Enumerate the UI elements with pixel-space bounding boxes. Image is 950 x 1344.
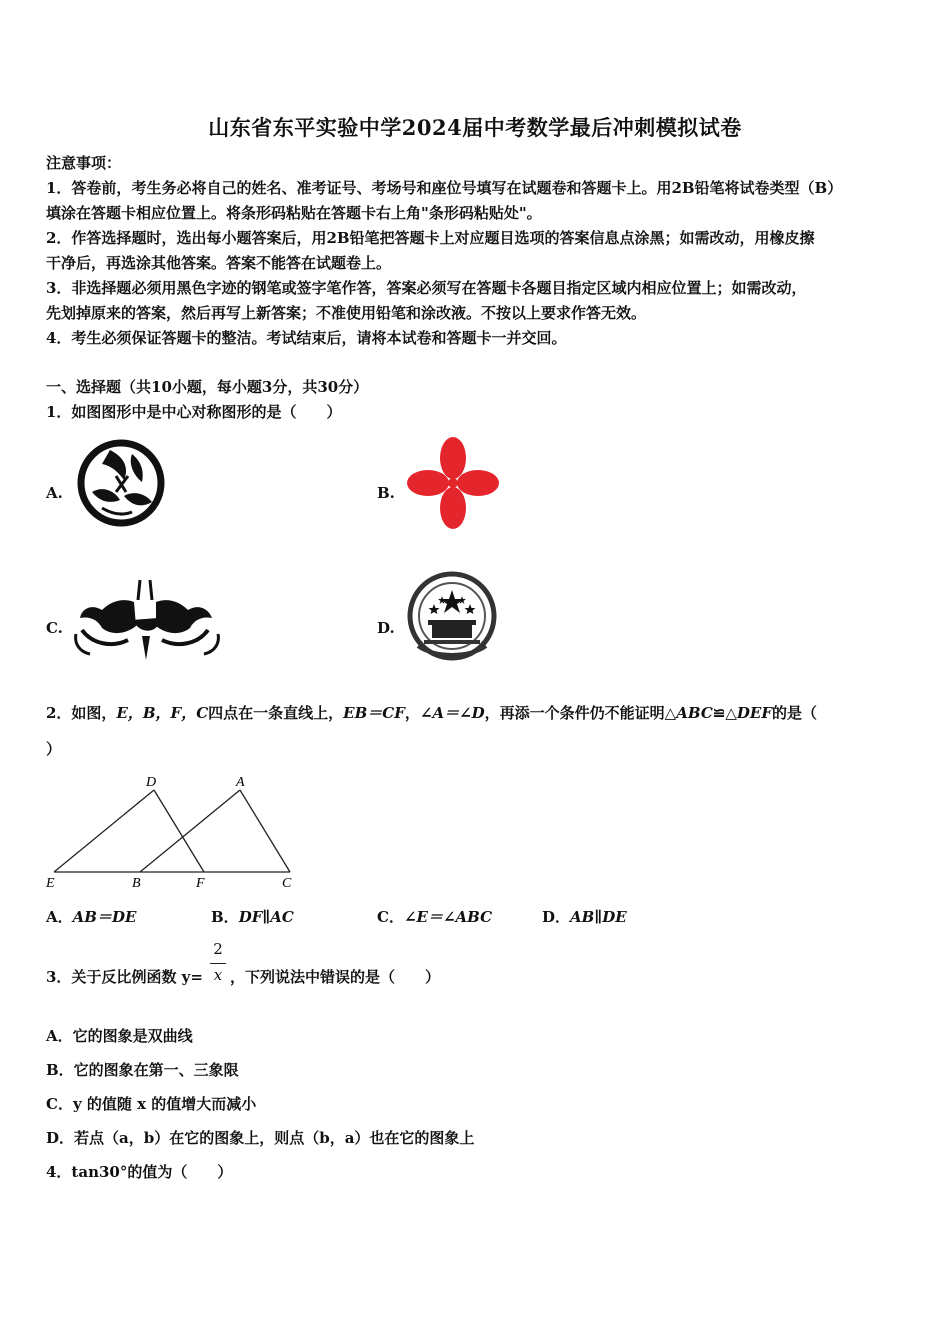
note-line: 干净后，再选涂其他答案。答案不能答在试题卷上。 xyxy=(46,254,392,272)
q1-option-c-label: C. xyxy=(46,619,63,637)
question-2-stem xyxy=(46,702,916,723)
question-1-stem: 1．如图图形中是中心对称图形的是（ ） xyxy=(46,403,342,421)
option-letter: A． xyxy=(46,908,73,926)
q2-text: ，再添一个条件仍不能证明△ xyxy=(484,704,677,722)
question-2-close-paren: ） xyxy=(46,740,62,758)
notes-heading: 注意事项： xyxy=(46,154,122,172)
q3-option-b: B．它的图象在第一、三象限 xyxy=(46,1061,239,1079)
q1-option-a-label: A. xyxy=(46,484,63,502)
q2-option-d xyxy=(542,906,702,927)
q2-option-b xyxy=(211,906,371,927)
option-letter: B． xyxy=(211,908,239,926)
q3-option-c: C．y 的值随 x 的值增大而减小 xyxy=(46,1095,257,1113)
q3-option-a: A．它的图象是双曲线 xyxy=(46,1027,193,1045)
q2-triangle-def: DEF xyxy=(736,704,772,722)
q2-option-a xyxy=(46,906,206,927)
q2-text: ≌△ xyxy=(712,704,737,722)
q2-text: ， xyxy=(404,704,420,722)
note-line: 3．非选择题必须用黑色字迹的钢笔或签字笔作答，答案必须写在答题卡各题目指定区域内相应位置上；如需改动， xyxy=(46,279,807,297)
note-line: 4．考生必须保证答题卡的整洁。考试结束后，请将本试卷和答题卡一并交回。 xyxy=(46,329,567,347)
page-title: 山东省东平实验中学2024届中考数学最后冲刺模拟试卷 xyxy=(208,115,742,140)
q2-triangle-abc: ABC xyxy=(676,704,713,722)
q1-option-b-label: B. xyxy=(377,484,395,502)
q2-condition-eb-cf: EB＝CF xyxy=(343,704,405,722)
fraction-denominator: x xyxy=(213,966,223,984)
q2-points: E，B，F，C xyxy=(116,704,209,722)
note-line: 填涂在答题卡相应位置上。将条形码粘贴在答题卡右上角"条形码粘贴处"。 xyxy=(46,204,542,222)
label-c: C xyxy=(282,876,292,891)
q2-text: 四点在一条直线上， xyxy=(208,704,344,722)
question-3-stem-end: ，下列说法中错误的是（ ） xyxy=(230,968,441,986)
option-text: AB＝DE xyxy=(72,908,137,926)
q2-text: 的是（ xyxy=(771,704,817,722)
label-a: A xyxy=(236,775,245,790)
q2-option-c xyxy=(377,906,537,927)
label-b: B xyxy=(132,876,141,891)
fraction-numerator: 2 xyxy=(213,940,223,958)
question-4-stem: 4．tan30°的值为（ ） xyxy=(46,1163,233,1181)
fraction-bar xyxy=(210,963,226,964)
q2-condition-angles: ∠A＝∠D xyxy=(419,704,485,722)
note-line: 2．作答选择题时，选出每小题答案后，用2B铅笔把答题卡上对应题目选项的答案信息点涂黑；如需改动，用橡皮擦 xyxy=(46,229,815,247)
red-flower-figure xyxy=(404,434,502,532)
option-text: AB∥DE xyxy=(570,908,627,926)
q2-text: 2．如图， xyxy=(46,704,117,722)
ornament-circle-figure xyxy=(72,436,170,530)
section-heading: 一、选择题（共10小题，每小题3分，共30分） xyxy=(46,378,369,396)
question-3-stem-start: 3．关于反比例函数 y= xyxy=(46,968,203,986)
note-line: 先划掉原来的答案，然后再写上新答案；不准使用铅笔和涂改液。不按以上要求作答无效。 xyxy=(46,304,647,322)
option-text: ∠E＝∠ABC xyxy=(403,908,493,926)
label-f: F xyxy=(196,876,205,891)
option-text: DF∥AC xyxy=(238,908,294,926)
note-line: 1．答卷前，考生务必将自己的姓名、准考证号、考场号和座位号填写在试题卷和答题卡上。用2B铅笔将试卷类型（B） xyxy=(46,179,843,197)
national-emblem-figure xyxy=(404,570,500,664)
option-letter: D． xyxy=(542,908,571,926)
option-letter: C． xyxy=(377,908,404,926)
twin-birds-figure xyxy=(72,574,224,664)
label-d: D xyxy=(146,775,157,790)
q3-option-d: D．若点（a，b）在它的图象上，则点（b，a）也在它的图象上 xyxy=(46,1129,475,1147)
label-e: E xyxy=(46,876,55,891)
triangles-diagram xyxy=(44,770,296,892)
q1-option-d-label: D. xyxy=(377,619,395,637)
